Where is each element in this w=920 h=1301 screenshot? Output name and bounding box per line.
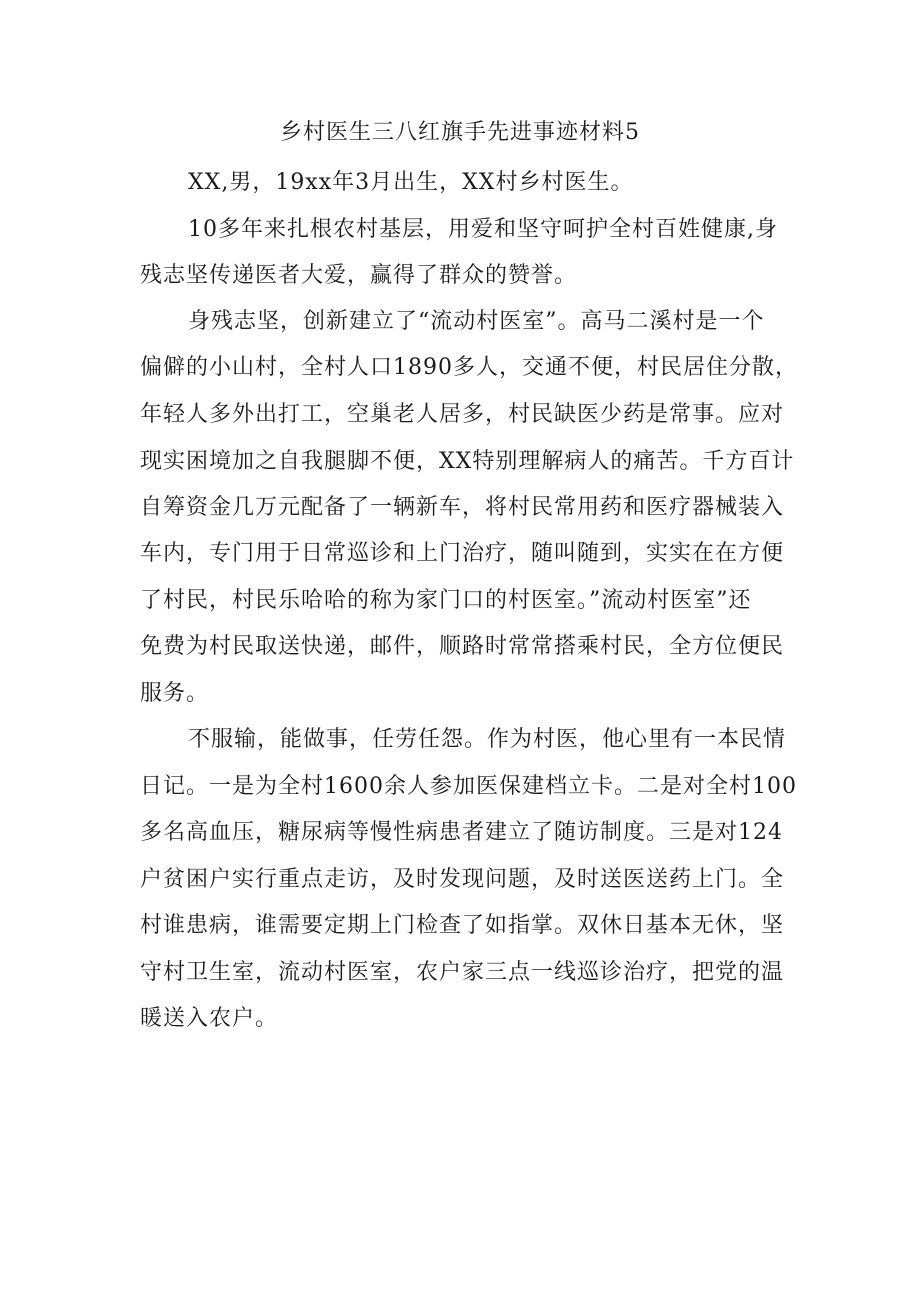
paragraph-3-line-1: 身残志坚，创新建立了“流动村医室”。高马二溪村是一个 (188, 309, 765, 334)
paragraph-4-line-1: 不服输，能做事，任劳任怨。作为村医，他心里有一本民情 (188, 727, 787, 752)
paragraph-4-line-7: 暖送入农户。 (140, 1006, 279, 1031)
paragraph-4-line-2: 日记。一是为全村1600余人参加医保建档立卡。二是对全村100 (140, 774, 797, 799)
paragraph-4-line-4: 户贫困户实行重点走访，及时发现问题，及时送医送药上门。全 (140, 867, 785, 892)
paragraph-3-line-7: 了村民，村民乐哈哈的称为家门口的村医室。”流动村医室”还 (140, 588, 752, 613)
paragraph-3-line-8: 免费为村民取送快递，邮件，顺路时常常搭乘村民，全方位便民 (140, 634, 785, 659)
paragraph-2-line-1: 10多年来扎根农村基层，用爱和坚守呵护全村百姓健康,身 (188, 217, 778, 242)
paragraph-4-line-6: 守村卫生室，流动村医室，农户家三点一线巡诊治疗，把党的温 (140, 960, 785, 985)
paragraph-3-line-4: 现实困境加之自我腿脚不便，XX特别理解病人的痛苦。千方百计 (140, 449, 795, 474)
paragraph-4-line-5: 村谁患病，谁需要定期上门检查了如指掌。双休日基本无休，坚 (140, 913, 785, 938)
paragraph-3-line-9: 服务。 (140, 681, 210, 706)
paragraph-1-line-1: XX,男，19xx年3月出生，XX村乡村医生。 (188, 170, 634, 195)
paragraph-3-line-3: 年轻人多外出打工，空巢老人居多，村民缺医少药是常事。应对 (140, 402, 785, 427)
document-title: 乡村医生三八红旗手先进事迹材料5 (280, 120, 640, 145)
paragraph-3-line-5: 自筹资金几万元配备了一辆新车，将村民常用药和医疗器械装入 (140, 495, 785, 520)
paragraph-3-line-2: 偏僻的小山村，全村人口1890多人，交通不便，村民居住分散， (140, 355, 798, 380)
paragraph-2-line-2: 残志坚传递医者大爱，赢得了群众的赞誉。 (140, 263, 578, 288)
paragraph-4-line-3: 多名高血压，糖尿病等慢性病患者建立了随访制度。三是对124 (140, 820, 783, 845)
paragraph-3-line-6: 车内，专门用于日常巡诊和上门治疗，随叫随到，实实在在方便 (140, 541, 785, 566)
